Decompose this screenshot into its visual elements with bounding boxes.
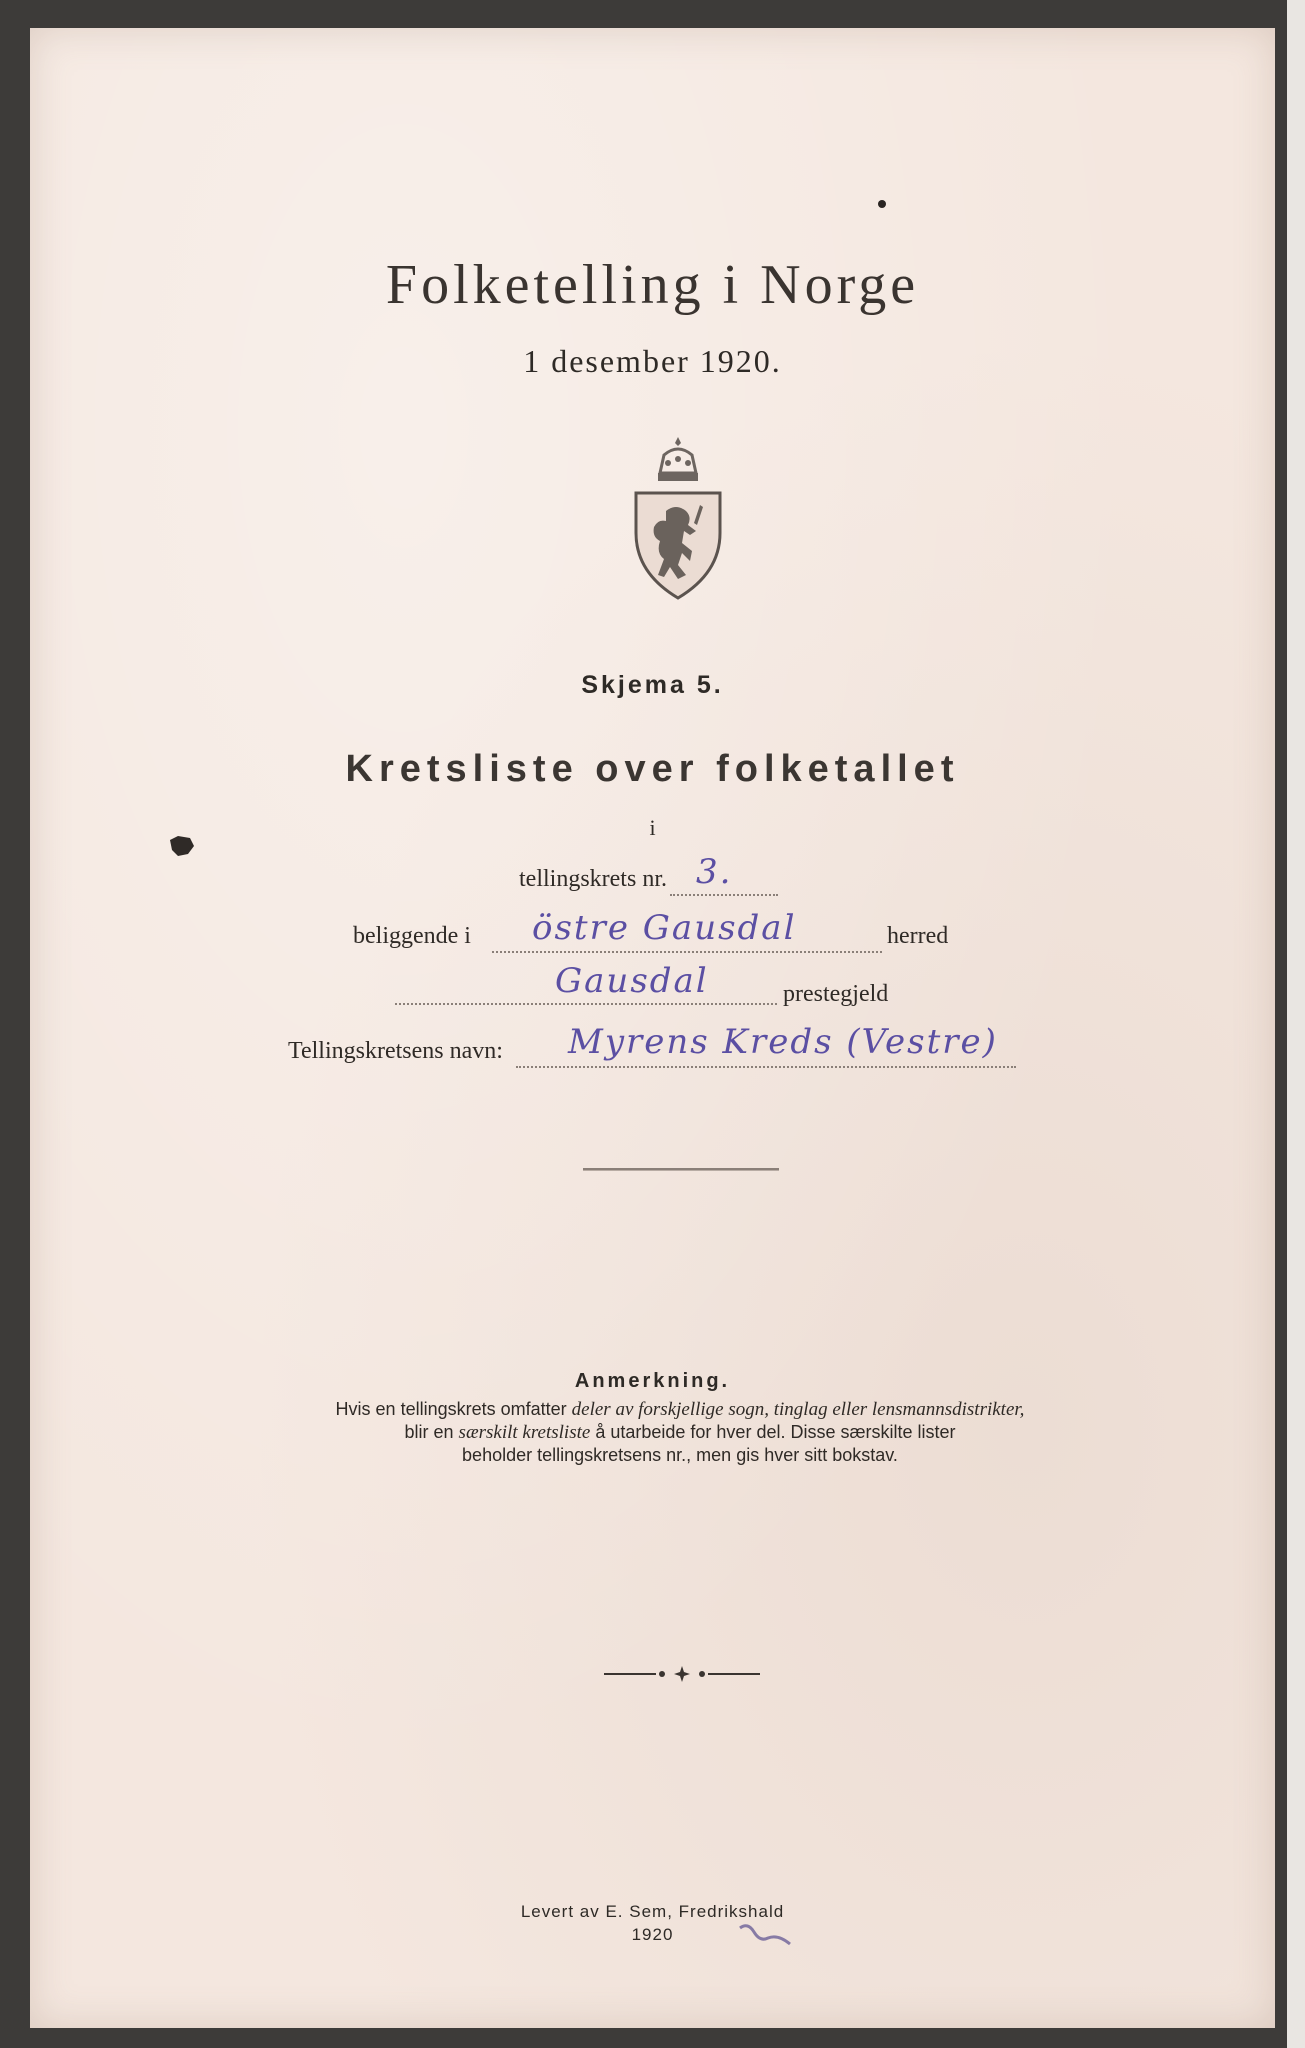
- note-text: [230, 1398, 1130, 1467]
- form-subtitle: Kretsliste over folketallet: [345, 748, 960, 790]
- herred-label: herred: [887, 923, 949, 949]
- tellingskrets-value: 3.: [696, 852, 733, 892]
- tellingskrets-label: tellingskrets nr.: [519, 866, 667, 892]
- ink-mark: [736, 1920, 796, 1950]
- navn-value: Myrens Kreds (Vestre): [568, 1022, 998, 1062]
- printer-credit: Levert av E. Sem, Fredrikshald: [520, 1902, 785, 1921]
- form-date: 1 desember 1920.: [523, 343, 782, 379]
- census-form-page: [30, 28, 1275, 2028]
- note-line-2: [230, 1421, 1130, 1444]
- note-line-2-italic: særskilt kretsliste: [458, 1422, 591, 1443]
- note-line-1: [230, 1398, 1130, 1421]
- scan-edge: [1287, 0, 1305, 2048]
- note-line-2-rest: å utarbeide for hver del. Disse særskilte lister: [595, 1422, 956, 1442]
- prestegjeld-value: Gausdal: [555, 961, 709, 1001]
- note-line-2-plain: blir en: [404, 1422, 454, 1442]
- ornament-divider-icon: [604, 1664, 760, 1684]
- note-heading: Anmerkning.: [574, 1370, 731, 1392]
- connector-word: i: [649, 815, 656, 840]
- prestegjeld-label: prestegjeld: [783, 981, 889, 1007]
- note-line-3: beholder tellingskretsens nr., men gis hver sitt bokstav.: [462, 1445, 898, 1465]
- beliggende-label: beliggende i: [353, 923, 471, 949]
- schema-number: Skjema 5.: [581, 671, 724, 699]
- coat-of-arms-icon: [628, 433, 728, 603]
- form-title: Folketelling i Norge: [385, 254, 920, 316]
- beliggende-value: östre Gausdal: [532, 908, 797, 948]
- note-line-1-plain: Hvis en tellingskrets omfatter: [335, 1399, 567, 1419]
- printer-year: 1920: [631, 1925, 674, 1944]
- navn-label: Tellingskretsens navn:: [288, 1038, 503, 1064]
- note-line-1-italic: deler av forskjellige sogn, tinglag eller lensmannsdistrikter,: [571, 1399, 1025, 1420]
- divider-rule: [583, 1168, 779, 1171]
- ink-dot: [878, 200, 886, 208]
- ink-blot: [168, 834, 196, 858]
